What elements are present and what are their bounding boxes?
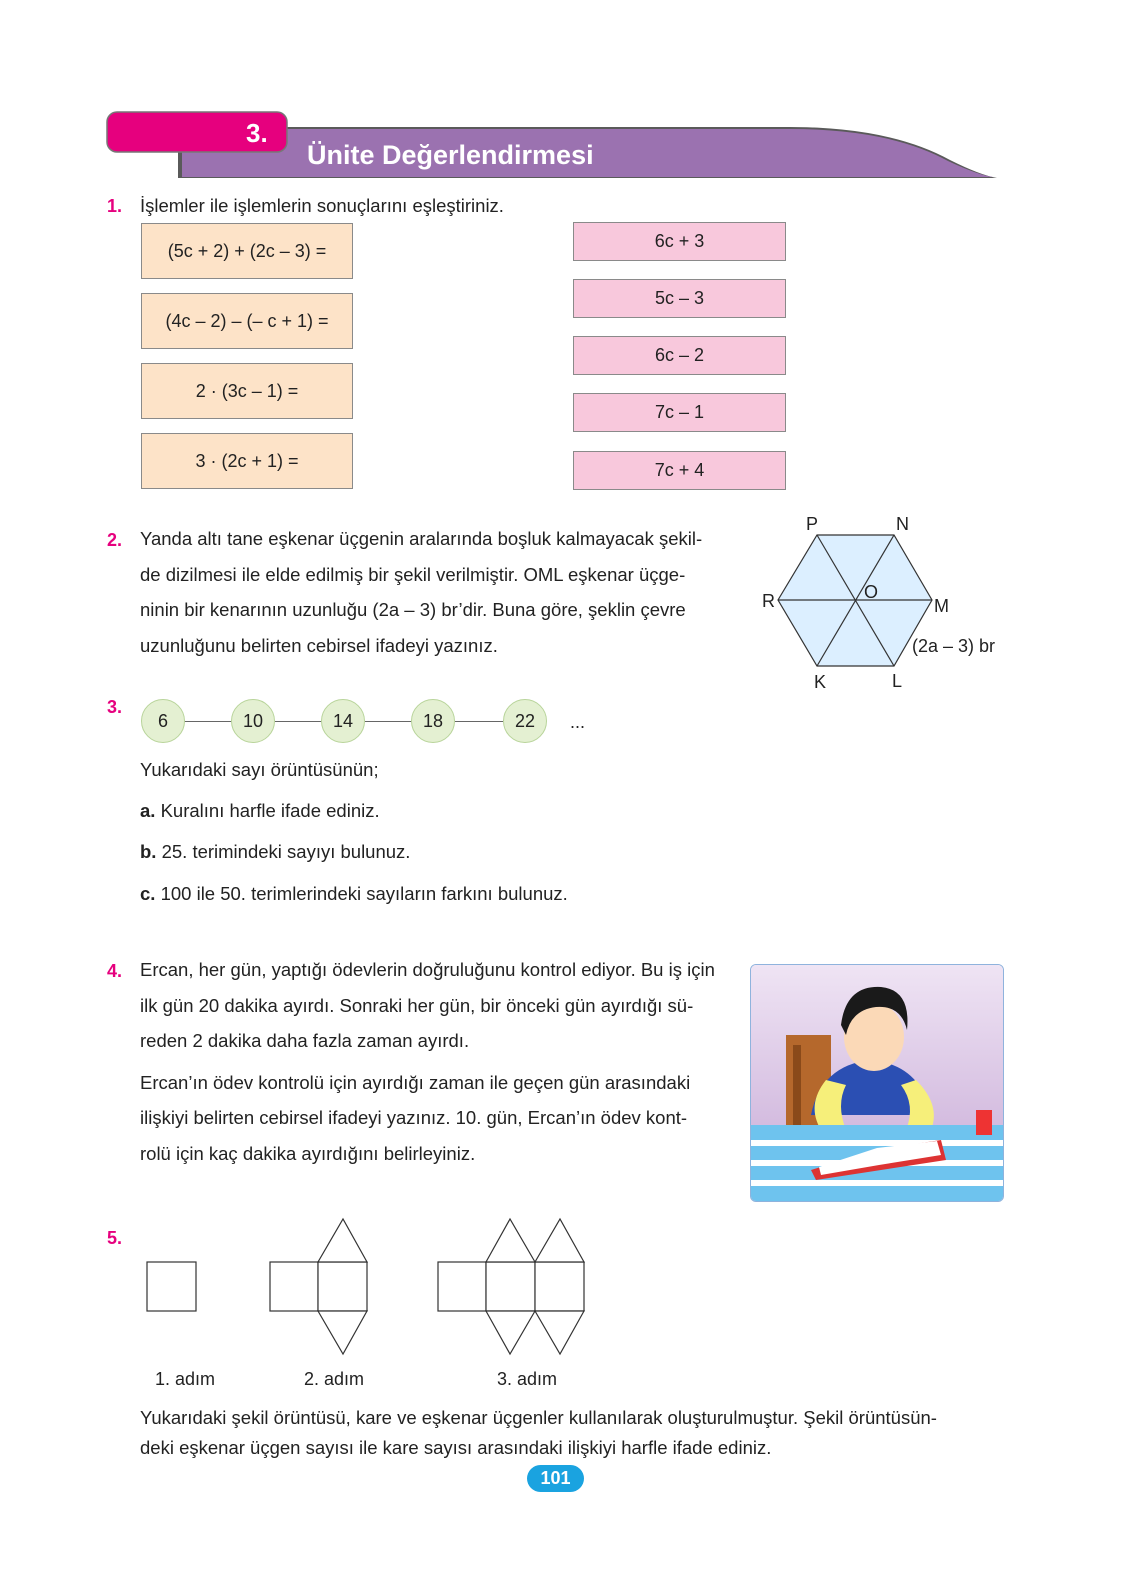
vertex-label-m: M [934, 596, 949, 616]
connector-line [455, 721, 503, 722]
question-intro: Yukarıdaki sayı örüntüsünün; [140, 759, 379, 780]
part-label: c. [140, 883, 156, 904]
text-line: ilişkiyi belirten cebirsel ifadeyi yazınız. 10. gün, Ercan’ın ödev kont- [140, 1107, 688, 1128]
sub-question-c [140, 876, 568, 912]
vertex-label-n: N [896, 514, 909, 534]
sequence-ellipsis: ... [570, 712, 586, 732]
hexagon-figure [0, 0, 1123, 700]
vertex-label-p: P [806, 514, 819, 534]
sequence-term: 10 [231, 699, 275, 743]
step-label: 1. adım [155, 1369, 216, 1389]
sub-question-b [140, 834, 410, 870]
shape-pattern-figure [0, 1200, 700, 1370]
sequence-term: 22 [503, 699, 547, 743]
part-text: Kuralını harfle ifade ediniz. [155, 800, 380, 821]
unit-title: Ünite Değerlendirmesi [307, 140, 594, 170]
step-label: 3. adım [497, 1369, 558, 1389]
text-line: Ercan’ın ödev kontrolü için ayırdığı zaman ile geçen gün arasındaki [140, 1071, 691, 1093]
text-line: Yukarıdaki şekil örüntüsü, kare ve eşkenar üçgenler kullanılarak oluşturulmuştur. Şekil örüntüsün- [140, 1407, 937, 1428]
question-text [140, 1403, 937, 1463]
text-line: rolü için kaç dakika ayırdığını belirleyiniz. [140, 1142, 476, 1164]
result-box: 7c – 1 [573, 393, 786, 432]
question-text [140, 952, 715, 1171]
question-number: 1. [107, 196, 123, 216]
expression-box: 2 · (3c – 1) = [141, 363, 353, 419]
connector-line [275, 721, 322, 722]
text-line: reden 2 dakika daha fazla zaman ayırdı. [140, 1030, 470, 1051]
connector-line [365, 721, 412, 722]
result-box: 5c – 3 [573, 279, 786, 318]
step-label: 2. adım [304, 1369, 365, 1389]
expression-box: 3 · (2c + 1) = [141, 433, 353, 489]
result-box: 6c – 2 [573, 336, 786, 375]
result-box: 7c + 4 [573, 451, 786, 490]
expression-box: (4c – 2) – (– c + 1) = [141, 293, 353, 349]
boy-studying-illustration [750, 964, 1004, 1202]
side-length-label: (2a – 3) br [912, 636, 996, 656]
question-number: 4. [107, 961, 123, 981]
expression-box: (5c + 2) + (2c – 3) = [141, 223, 353, 279]
part-text: 25. terimindeki sayıyı bulunuz. [156, 841, 411, 862]
question-prompt: İşlemler ile işlemlerin sonuçlarını eşleştiriniz. [140, 195, 504, 216]
part-label: a. [140, 800, 156, 821]
question-number: 5. [107, 1228, 123, 1248]
text-line: de dizilmesi ile elde edilmiş bir şekil verilmiştir. OML eşkenar üçge- [140, 563, 686, 585]
unit-number: 3. [246, 118, 268, 148]
part-text: 100 ile 50. terimlerindeki sayıların farkını bulunuz. [155, 883, 568, 904]
vertex-label-o: O [864, 582, 879, 602]
question-number: 2. [107, 530, 123, 550]
sequence-term: 14 [321, 699, 365, 743]
text-line: uzunluğunu belirten cebirsel ifadeyi yazınız. [140, 634, 498, 656]
text-line: ilk gün 20 dakika ayırdı. Sonraki her gün, bir önceki gün ayırdığı sü- [140, 994, 694, 1016]
vertex-label-r: R [762, 591, 775, 611]
vertex-label-k: K [814, 672, 827, 692]
sub-question-a [140, 793, 380, 829]
text-line: Yanda altı tane eşkenar üçgenin aralarında boşluk kalmayacak şekil- [140, 528, 703, 549]
connector-line [184, 721, 232, 722]
part-label: b. [140, 841, 157, 862]
vertex-label-l: L [892, 671, 903, 691]
text-line: ninin bir kenarının uzunluğu (2a – 3) br’dir. Buna göre, şeklin çevre [140, 599, 686, 620]
result-box: 6c + 3 [573, 222, 786, 261]
text-line: Ercan, her gün, yaptığı ödevlerin doğruluğunu kontrol ediyor. Bu iş için [140, 959, 715, 980]
question-number: 3. [107, 697, 123, 717]
sequence-term: 18 [411, 699, 455, 743]
text-line: deki eşkenar üçgen sayısı ile kare sayısı arasındaki ilişkiyi harfle ifade ediniz. [140, 1437, 772, 1458]
page-number-badge: 101 [527, 1465, 584, 1492]
sequence-term: 6 [141, 699, 185, 743]
